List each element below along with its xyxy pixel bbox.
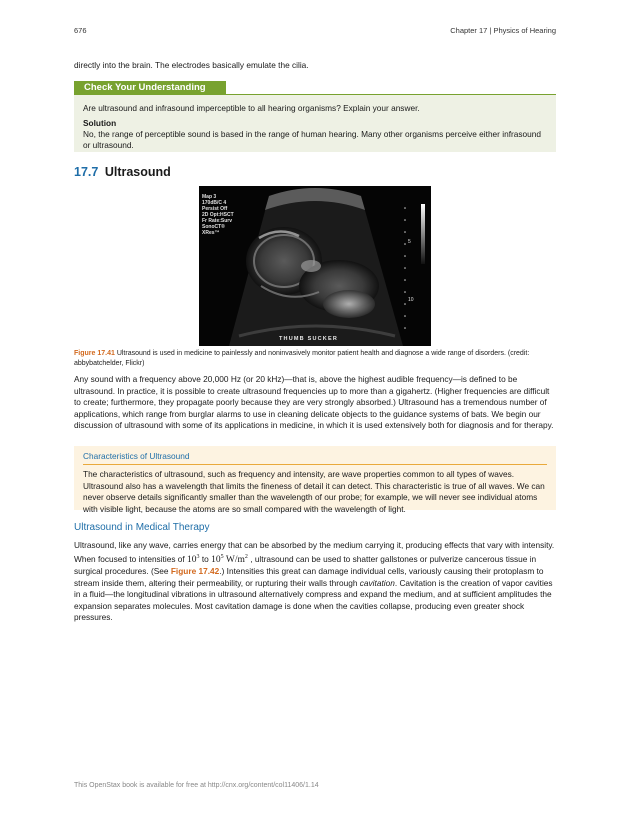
characteristics-body: The characteristics of ultrasound, such as frequency and intensity, are wave properties common to all types of waves. Ultrasound also has a wavelength that limits the fineness of detail it can detect. This characteristic is true of all waves. We can never observe details significantly smaller than the wavelength of our probe; for example, we will never see individual atoms with visible light, because the atoms are so small compared with the wavelength of light. [83, 469, 545, 514]
ultrasound-image [199, 186, 431, 346]
overlay-line: 170dB/C 4 [202, 200, 227, 206]
check-understanding-box [74, 95, 556, 152]
cyu-question: Are ultrasound and infrasound imperceptible to all hearing organisms? Explain your answer. [83, 103, 420, 113]
section-title-text: Ultrasound [104, 165, 171, 179]
overlay-line: Map 3 [202, 194, 217, 200]
section-number: 17.7 [74, 165, 99, 179]
therapy-text-c: .) Intensities this great can damage individual cells, variously causing their protoplasm to stream inside them, altering their permeability, or rupturing their walls through [74, 566, 544, 588]
therapy-paragraph [74, 540, 556, 624]
overlay-line: Fr Rate:Surv [202, 218, 233, 224]
check-understanding-title: Check Your Understanding [74, 81, 226, 95]
figure-caption-text: Ultrasound is used in medicine to painlessly and noninvasively monitor patient health and diagnose a wide range of disorders. (credit: abbybatchelder, Flickr) [74, 350, 530, 367]
image-label: THUMB SUCKER [279, 336, 339, 342]
overlay-line: Persist Off [202, 206, 228, 212]
therapy-heading: Ultrasound in Medical Therapy [74, 522, 210, 533]
therapy-text-a: Ultrasound, like any wave, carries energy that can be absorbed by the medium carrying it, producing effects that vary with intensity. When focused to intensities of [74, 540, 555, 564]
intensity-range: $10^3$ to $10^5$ $W/m^2$ [187, 553, 248, 565]
intro-line: directly into the brain. The electrodes basically emulate the cilia. [74, 60, 309, 70]
solution-text: No, the range of perceptible sound is based in the range of human hearing. Many other organisms perceive either infrasound or ultrasound. [83, 129, 541, 150]
figure-label: Figure 17.41 [74, 350, 115, 357]
characteristics-title: Characteristics of Ultrasound [83, 451, 547, 465]
depth-label: 5 [408, 239, 411, 245]
therapy-text-d: . Cavitation is the creation of vapor cavities in a fluid—the longitudinal vibrations in ultrasound alternatively compress and expand the medium, and at sufficient amplitudes the expansion separates molecules. Most cavitation damage is done when the cavities collapse, producing even greater shock pressures. [74, 577, 553, 623]
section-title [74, 165, 171, 179]
overlay-line: 2D Opt:HSCT [202, 212, 234, 218]
solution-label: Solution [83, 118, 117, 128]
footer: This OpenStax book is available for free at http://cnx.org/content/col11406/1.14 [74, 782, 319, 789]
chapter-header: Chapter 17 | Physics of Hearing [450, 26, 556, 35]
characteristics-box [74, 446, 556, 514]
figure-17-42-link[interactable]: Figure 17.42 [170, 566, 220, 577]
therapy-text-b: , ultrasound can be used to shatter gallstones or pulverize cancerous tissue in surgical procedures. (See [74, 553, 537, 577]
depth-label: 10 [408, 297, 414, 303]
overlay-line: XRes™ [202, 230, 220, 236]
overlay-line: SonoCT® [202, 224, 225, 230]
figure-caption [74, 349, 556, 368]
paragraph-1: Any sound with a frequency above 20,000 Hz (or 20 kHz)—that is, above the highest audible frequency—is defined to be ultrasound. In practice, it is possible to create ultrasound frequencies up to more than a gigahertz. (Higher frequencies are difficult to create; furthermore, they propagate poorly because they are very strongly absorbed.) Ultrasound has a tremendous number of applications, which range from burglar alarms to use in cleaning delicate objects to the guidance systems of bats. We begin our discussion of ultrasound with some of its applications in medicine, in which it is used extensively both for diagnosis and for therapy. [74, 374, 554, 430]
page-number: 676 [74, 26, 87, 35]
cavitation-term: cavitation [359, 577, 395, 588]
